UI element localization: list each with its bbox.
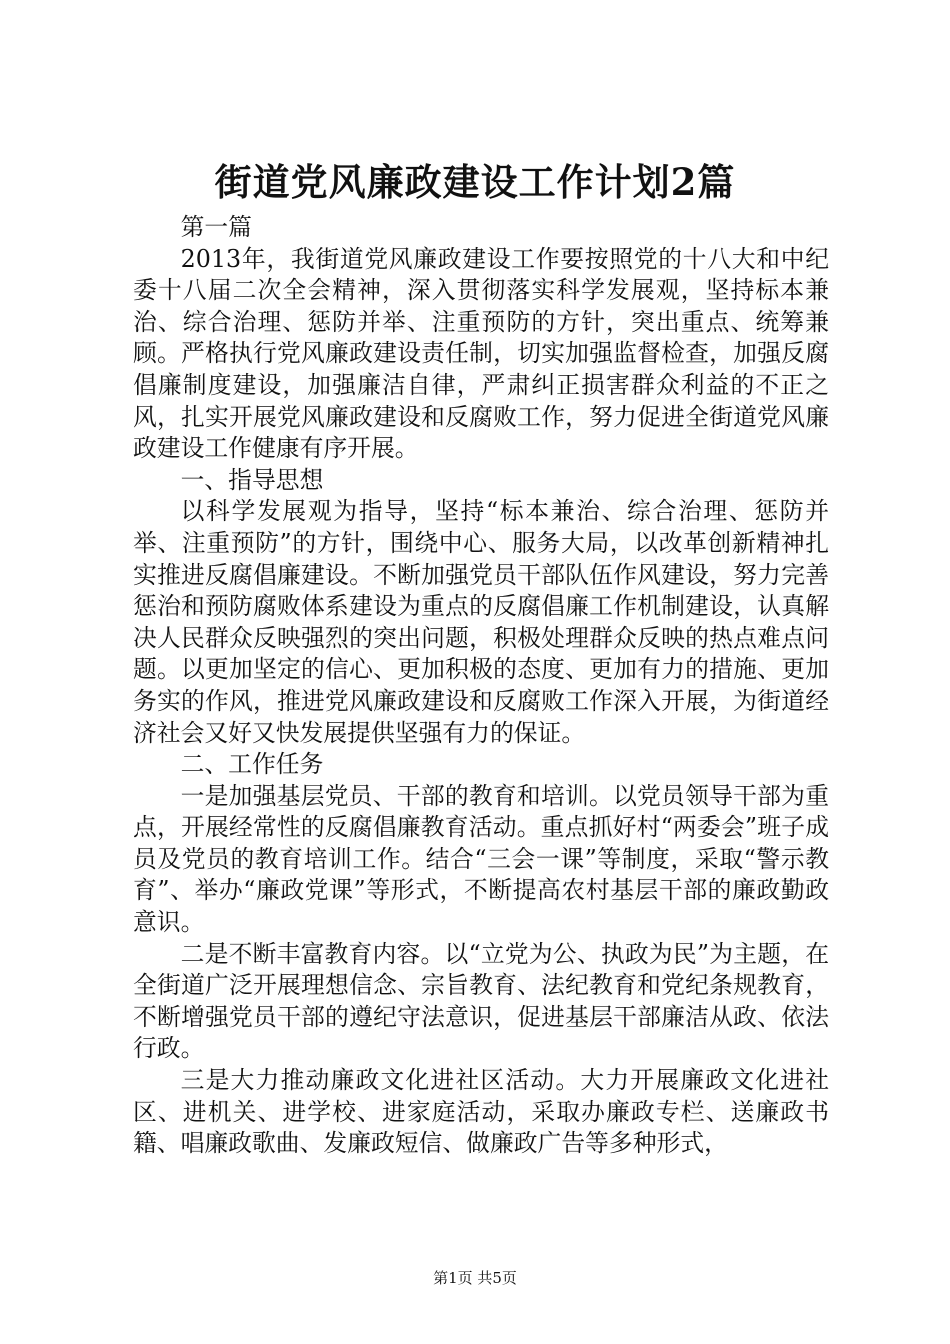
section-label: 第一篇 xyxy=(180,213,252,241)
heading-work-tasks: 二、工作任务 xyxy=(180,750,324,779)
guiding-paragraph: 以科学发展观为指导，坚持“标本兼治、综合治理、惩防并举、注重预防”的方针，围绕中心、服务大局，以改革创新精神扎实推进反腐倡廉建设。不断加强党员干部队伍作风建设，努力完善惩治和预防腐败体系建设为重点的反腐倡廉工作机制建设，认真解决人民群众反映强烈的突出问题，积极处理群众反映的热点难点问题。以更加坚定的信心、更加积极的态度、更加有力的措施、更加务实的作风，推进党风廉政建设和反腐败工作深入开展，为街道经济社会又好又快发展提供坚强有力的保证。 xyxy=(133,497,829,747)
document-title: 街道党风廉政建设工作计划2篇 xyxy=(214,160,736,204)
intro-paragraph: 2013年，我街道党风廉政建设工作要按照党的十八大和中纪委十八届二次全会精神，深入贯彻落实科学发展观，坚持标本兼治、综合治理、惩防并举、注重预防的方针，突出重点、统筹兼顾。严格执行党风廉政建设责任制，切实加强监督检查，加强反腐倡廉制度建设，加强廉洁自律，严肃纠正损害群众利益的不正之风，扎实开展党风廉政建设和反腐败工作，努力促进全街道党风廉政建设工作健康有序开展。 xyxy=(133,244,829,463)
task-paragraph-1: 一是加强基层党员、干部的教育和培训。以党员领导干部为重点，开展经常性的反腐倡廉教育活动。重点抓好村“两委会”班子成员及党员的教育培训工作。结合“三会一课”等制度，采取“警示教育”、举办“廉政党课”等形式，不断提高农村基层干部的廉政勤政意识。 xyxy=(133,781,829,937)
task-paragraph-3: 三是大力推动廉政文化进社区活动。大力开展廉政文化进社区、进机关、进学校、进家庭活动，采取办廉政专栏、送廉政书籍、唱廉政歌曲、发廉政短信、做廉政广告等多种形式， xyxy=(133,1066,829,1158)
document-body xyxy=(133,212,829,1160)
page-footer: 第1页 共5页 xyxy=(433,1269,517,1287)
heading-guiding-ideology: 一、指导思想 xyxy=(180,465,324,494)
task-paragraph-2: 二是不断丰富教育内容。以“立党为公、执政为民”为主题，在全街道广泛开展理想信念、宗旨教育、法纪教育和党纪条规教育，不断增强党员干部的遵纪守法意识，促进基层干部廉洁从政、依法行政。 xyxy=(133,939,829,1063)
